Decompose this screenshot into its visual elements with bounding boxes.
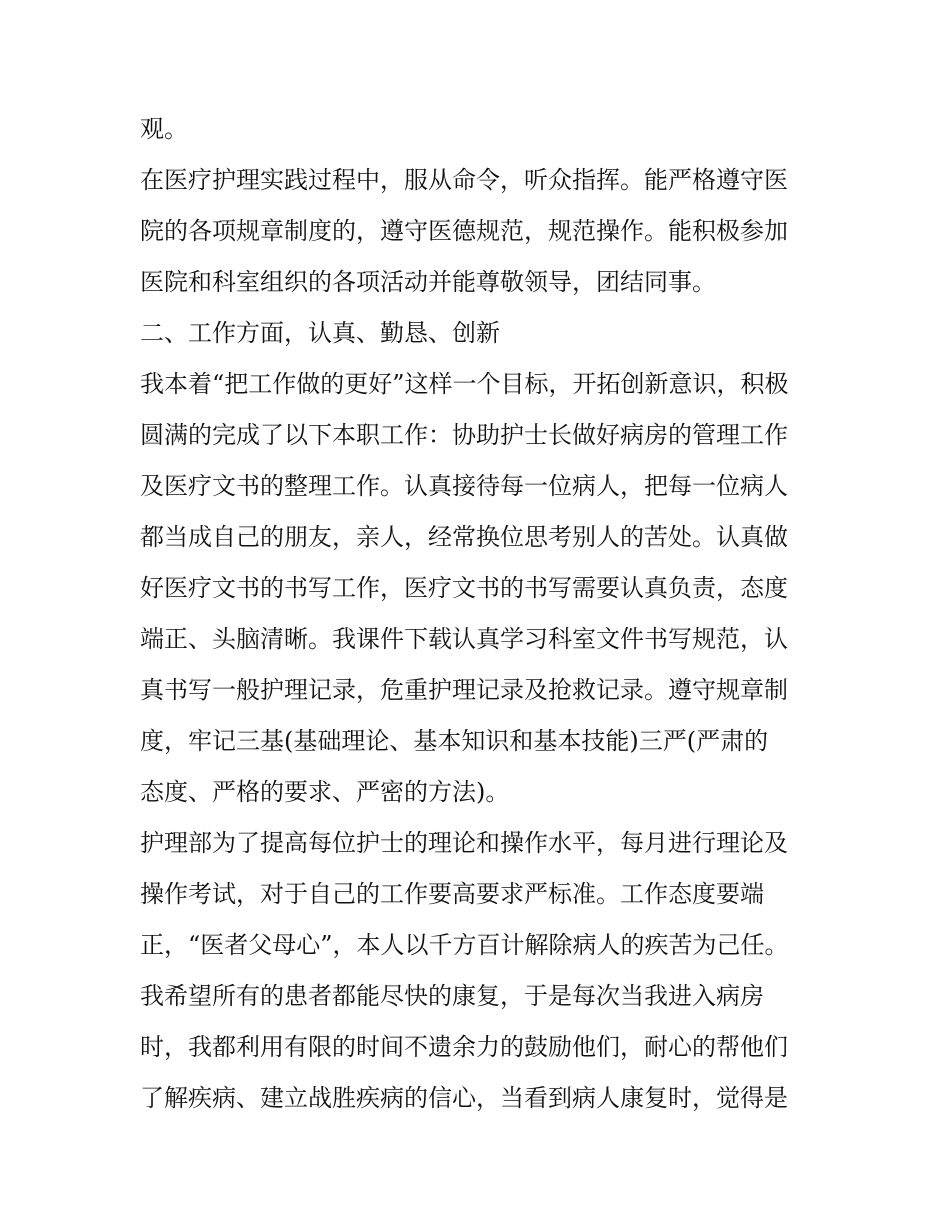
text-line: 及医疗文书的整理工作。认真接待每一位病人，把每一位病人 xyxy=(140,472,788,500)
text-line: 真书写一般护理记录，危重护理记录及抢救记录。遵守规章制 xyxy=(140,676,788,704)
section-heading: 二、工作方面，认真、勤恳、创新 xyxy=(140,319,500,347)
text-line: 圆满的完成了以下本职工作：协助护士长做好病房的管理工作 xyxy=(140,421,788,449)
text-line: 了解疾病、建立战胜疾病的信心，当看到病人康复时，觉得是 xyxy=(140,1084,788,1112)
body-text xyxy=(140,104,820,1124)
text-line: 态度、严格的要求、严密的方法)。 xyxy=(140,778,510,806)
text-line: 操作考试，对于自己的工作要高要求严标准。工作态度要端 xyxy=(140,880,764,908)
text-line: 端正、头脑清晰。我课件下载认真学习科室文件书写规范，认 xyxy=(140,625,788,653)
text-line: 医院和科室组织的各项活动并能尊敬领导，团结同事。 xyxy=(140,268,716,296)
text-line: 都当成自己的朋友，亲人，经常换位思考别人的苦处。认真做 xyxy=(140,523,788,551)
text-line: 度，牢记三基(基础理论、基本知识和基本技能)三严(严肃的 xyxy=(140,727,769,755)
text-line: 院的各项规章制度的，遵守医德规范，规范操作。能积极参加 xyxy=(140,217,788,245)
text-line: 我希望所有的患者都能尽快的康复，于是每次当我进入病房 xyxy=(140,982,764,1010)
text-line: 时，我都利用有限的时间不遗余力的鼓励他们，耐心的帮他们 xyxy=(140,1033,788,1061)
text-line: 正，“医者父母心”，本人以千方百计解除病人的疾苦为己任。 xyxy=(140,931,789,959)
text-line: 在医疗护理实践过程中，服从命令，听众指挥。能严格遵守医 xyxy=(140,166,788,194)
text-line: 好医疗文书的书写工作，医疗文书的书写需要认真负责，态度 xyxy=(140,574,788,602)
text-line: 观。 xyxy=(140,115,188,143)
text-line: 我本着“把工作做的更好”这样一个目标，开拓创新意识，积极 xyxy=(140,370,789,398)
text-line: 护理部为了提高每位护士的理论和操作水平，每月进行理论及 xyxy=(140,829,788,857)
